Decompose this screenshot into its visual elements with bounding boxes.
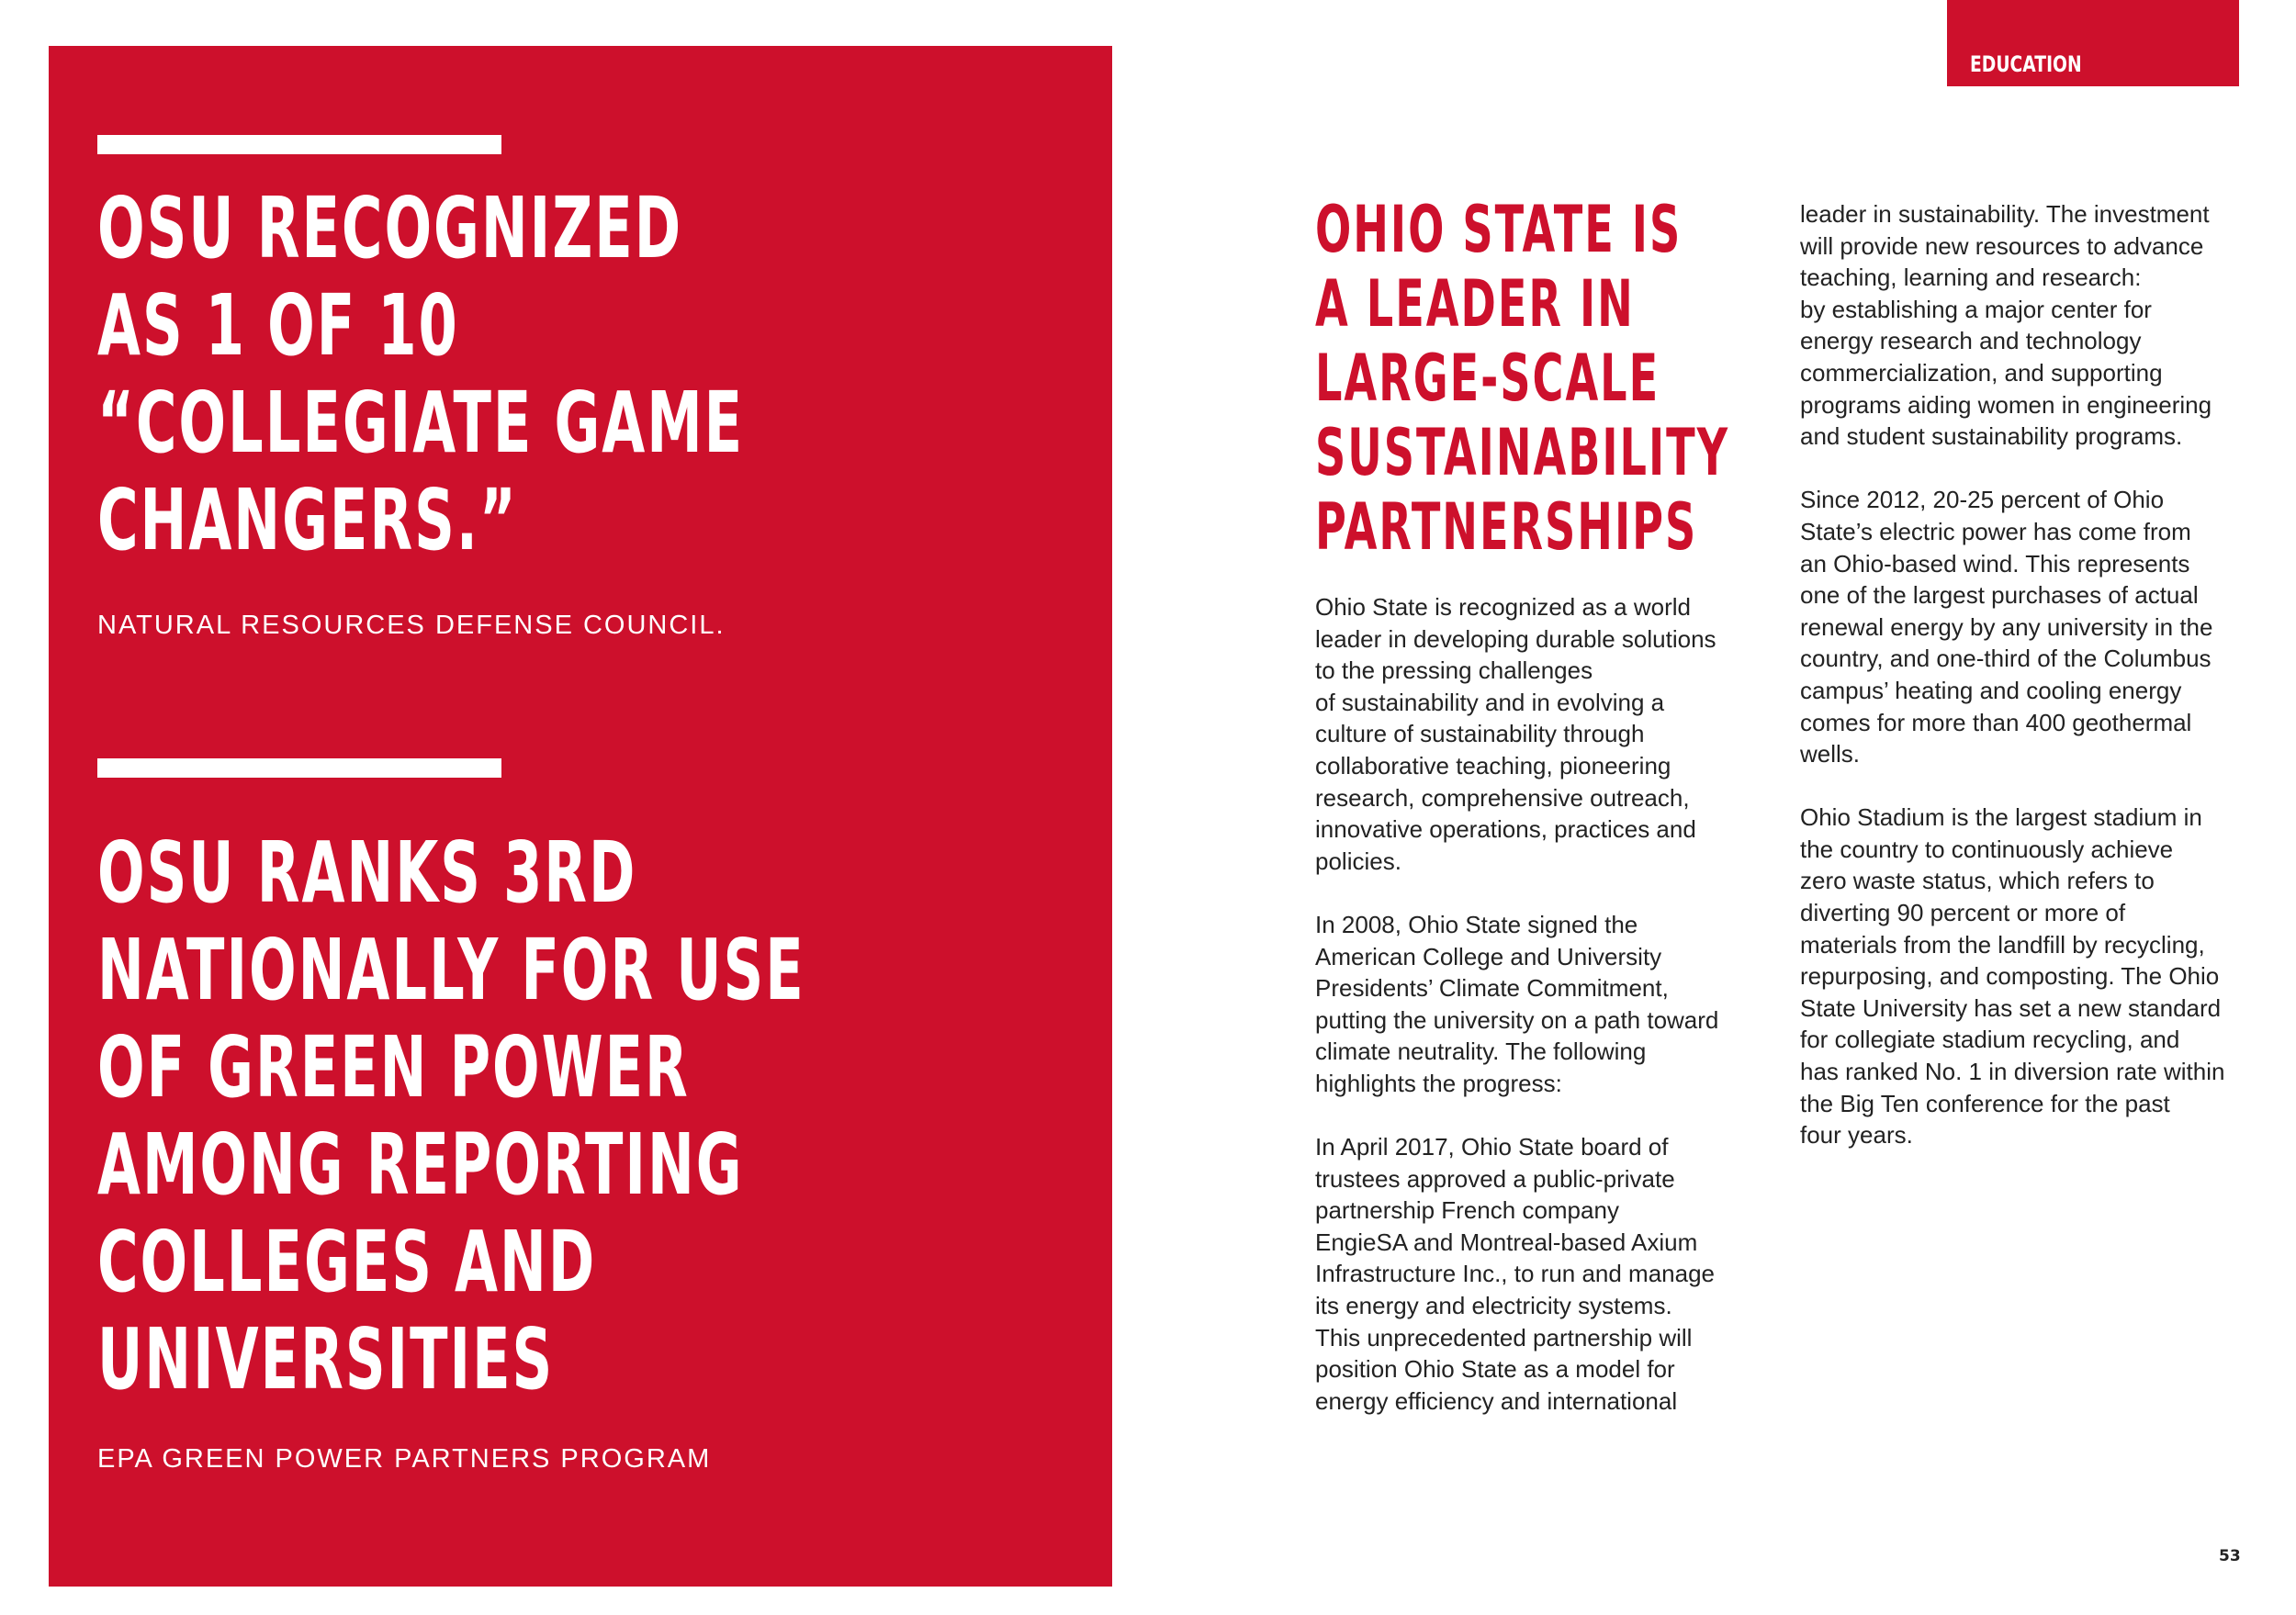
headline-1-line: AS 1 OF 10	[97, 276, 459, 375]
headline-2-line: COLLEGES AND	[97, 1213, 597, 1311]
headline-2-line: OSU RANKS 3RD	[97, 824, 637, 922]
article-column-1	[1315, 591, 1756, 1449]
headline-2-line: UNIVERSITIES	[97, 1310, 555, 1408]
article-heading-line: A LEADER IN	[1315, 266, 1635, 342]
headline-2-line: AMONG REPORTING	[97, 1116, 744, 1214]
article-heading	[1315, 193, 1729, 565]
article-column-2	[1800, 198, 2241, 1183]
body-paragraph: leader in sustainability. The investment will provide new resources to advance teaching, learning and research: by establishing a major center for energy research and technology commercialization, and supporting programs aiding women in engineering and student sustainability programs.	[1800, 200, 2212, 451]
headline-1-line: OSU RECOGNIZED	[97, 179, 683, 277]
body-paragraph: In April 2017, Ohio State board of trustees approved a public-private partnership French company EngieSA and Montreal-based Axium Infrastructure Inc., to run and manage its energy and electricity systems. This unprecedented partnership will position Ohio State as a model for energy efficiency and international	[1315, 1133, 1716, 1415]
divider-bar-1	[97, 135, 501, 154]
section-tab-label: EDUCATION	[1970, 51, 2082, 77]
headline-1	[97, 180, 744, 569]
headline-2	[97, 824, 805, 1408]
attribution-2: EPA GREEN POWER PARTNERS PROGRAM	[97, 1444, 712, 1474]
body-paragraph: Ohio Stadium is the largest stadium in the country to continuously achieve zero waste status, which refers to diverting 90 percent or more of materials from the landfill by recycling, repurposing, and composting. The Ohio State University has set a new standard for collegiate stadium recycling, and has ranked No. 1 in diversion rate within the Big Ten conference for the past four years.	[1800, 803, 2225, 1150]
page-number: 53	[2219, 1547, 2241, 1565]
headline-1-line: “COLLEGIATE GAME	[97, 374, 745, 472]
article-heading-line: OHIO STATE IS	[1315, 192, 1683, 267]
headline-1-line: CHANGERS.”	[97, 471, 518, 569]
attribution-1: NATURAL RESOURCES DEFENSE COUNCIL.	[97, 611, 726, 640]
section-tab	[1947, 0, 2239, 86]
body-paragraph: In 2008, Ohio State signed the American College and University Presidents’ Climate Commitment, putting the university on a path toward climate neutrality. The following highlights the progress:	[1315, 910, 1719, 1097]
headline-2-line: NATIONALLY FOR USE	[97, 921, 805, 1019]
article-heading-line: PARTNERSHIPS	[1315, 489, 1698, 565]
article-heading-line: SUSTAINABILITY	[1315, 415, 1730, 490]
body-paragraph: Ohio State is recognized as a world leader in developing durable solutions to the pressing challenges of sustainability and in evolving a culture of sustainability through collaborative teaching, pioneering research, comprehensive outreach, innovative operations, practices and policies.	[1315, 593, 1716, 875]
divider-bar-2	[97, 758, 501, 778]
headline-2-line: OF GREEN POWER	[97, 1018, 690, 1116]
article-heading-line: LARGE-SCALE	[1315, 341, 1660, 416]
body-paragraph: Since 2012, 20-25 percent of Ohio State’s electric power has come from an Ohio-based wind. This represents one of the largest purchases of actual renewal energy by any university in the country, and one-third of the Columbus campus’ heating and cooling energy comes for more than 400 geothermal wells.	[1800, 486, 2213, 768]
